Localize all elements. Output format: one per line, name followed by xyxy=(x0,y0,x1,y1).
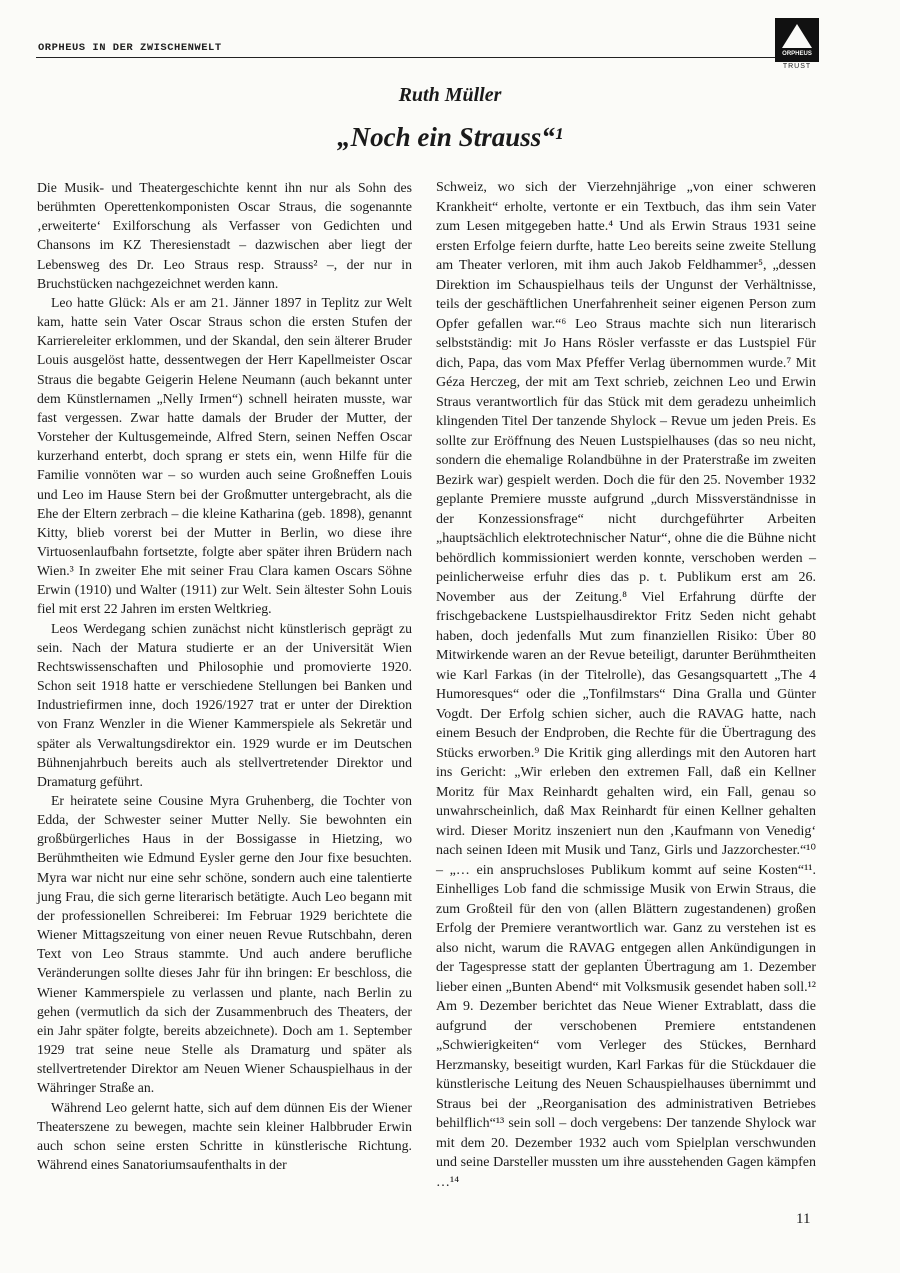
running-head: ORPHEUS IN DER ZWISCHENWELT xyxy=(38,42,222,54)
orpheus-trust-logo xyxy=(775,18,819,70)
article-author: Ruth Müller xyxy=(398,84,502,106)
paragraph: Die Musik- und Theatergeschichte kennt ihn nur als Sohn des berühmten Operettenkomponisten Oscar Straus, die sogenannte ‚erweiterte‘ Exilforschung als Verfasser von Gedichten und Chansons im KZ Theresienstadt – dazwischen aber liegt der Lebensweg des Dr. Leo Straus resp. Strauss² –, der nur in Bruchstücken nachgezeichnet werden kann. xyxy=(37,180,412,291)
paragraph: Er heiratete seine Cousine Myra Gruhenberg, die Tochter von Edda, der Schwester seiner Mutter Nelly. Sie bewohnten ein großbürgerliches Haus in der Bossigasse in Hietzing, wo Berühmtheiten wie Edmund Eysler gerne den Jour fixe besuchten. Myra war nicht nur eine sehr schöne, sondern auch eine talentierte jung Frau, die sich gerne literarisch betätigte. Auch Leo begann mit der professionellen Schreiberei: Im Februar 1929 berichtete die Wiener Mittagszeitung von einer neuen Revue Rutschbahn, deren Text von Leo Straus stammte. Und auch andere berufliche Veränderungen sollte dieses Jahr für ihn bringen: Er beschloss, die Wiener Kammerspiele zu verlassen und plante, nach Berlin zu gehen (vermutlich da sich der Zusammenbruch des Theaters, der ein Jahr später folgte, bereits abzeichnete). Doch am 1. September 1929 trat seine neue Stelle als Dramaturg und später als stellvertretender Direktor am Neuen Wiener Schauspielhaus in der Währinger Straße an. xyxy=(37,793,412,1096)
paragraph: Schweiz, wo sich der Vierzehnjährige „von einer schweren Krankheit“ erholte, vertonte er ein Textbuch, das ihm sein Vater zum Lesen mitgegeben hatte.⁴ Und als Erwin Straus 1931 seine ersten Erfolge feiern durfte, hatte Leo bereits seine zweite Stellung am Theater verloren, mit ihm auch Jakob Feldhammer⁵, „dessen Direktion im Schauspielhaus teils der Ungunst der Verhältnisse, teils der geschäftlichen Unerfahrenheit seiner eigenen Person zum Opfer gefallen war.“⁶ Leo Straus machte sich nun literarisch selbstständig: mit Jo Hans Rösler verfasste er das Lustspiel Für dich, Papa, das vom Max Pfeffer Verlag übernommen wurde.⁷ Mit Géza Herczeg, der mit am Text schrieb, zeichnen Leo und Erwin Straus verantwortlich für das Stück mit dem geradezu unheimlich klingenden Titel Der tanzende Shylock – Revue um jeden Preis. Es sollte zur Eröffnung des Neuen Lustspielhauses (das so neu nicht, sondern die ehemalige Rolandbühne in der Praterstraße im zweiten Bezirk war) gespielt werden. Doch die für den 25. November 1932 geplante Premiere musste aufgrund „durch Missverständnisse in der Konzessionsfrage“ nicht durchgeführter Arbeiten „hauptsächlich elektrotechnischer Natur“, ohne die die Bühne nicht behördlich kommissioniert werden konnte, verschoben werden – peinlicherweise erfuhr dies das p. t. Publikum erst am 26. November aus der Zeitung.⁸ Viel Erfahrung dürfte der frischgebackene Lustspielhausdirektor Fritz Seden nicht gehabt haben, doch jedenfalls Mut zum finanziellen Risiko: Über 80 Mitwirkende waren an der Revue beteiligt, darunter Berühmtheiten wie Karl Farkas (in der Titelrolle), das Gesangsquartett „The 4 Humoresques“ oder die „Tonfilmstars“ Dina Gralla und Günter Vogdt. Der Erfolg schien sicher, auch die RAVAG hatte, nach einem Besuch der Endproben, die Rechte für die Übertragung des Stücks erworben.⁹ Die Kritik ging allerdings mit den Autoren hart ins Gericht: „Wir erleben den extremen Fall, daß ein Kellner Moritz für Max Reinhardt gehalten wird, ein Fall, genau so unwahrscheinlich, daß Max Reinhardt für einen Kellner gehalten wird. Dieser Moritz inszeniert nun den ‚Kaufmann von Venedig‘ nach seinen Ideen mit Musik und Tanz, Girls und Jazzorchester.“¹⁰ – „… ein anspruchsloses Publikum kommt auf seine Kosten“¹¹. Einhelliges Lob fand die schmissige Musik von Erwin Straus, die zum Großteil für den von (allen Blättern zugestandenen) großen Erfolg der Premiere verantwortlich war. Ganz zu verstehen ist es also nicht, warum die RAVAG entgegen allen Ankündigungen in der Tagespresse statt der geplanten Übertragung am 1. Dezember lieber einen „Bunten Abend“ mit Volksmusik gesendet haben soll.¹² Am 9. Dezember berichtet das Neue Wiener Extrablatt, dass die aufgrund der verschobenen Premiere entstandenen „Schwierigkeiten“ vom Verleger des Stückes, Bernhard Herzmansky, beseitigt wurden, Karl Farkas für die Stückdauer die künstlerische Leitung des Neuen Schauspielhauses übernimmt und Straus bei der „Reorganisation des administrativen Betriebes behilflich“¹³ sein soll – doch vergebens: Der tanzende Shylock war mit dem 20. Dezember 1932 auch vom Spielplan verschwunden und seine Darsteller mussten um ihre ausstehenden Gagen kämpfen …¹⁴ xyxy=(436,180,816,1190)
header-rule xyxy=(36,57,818,58)
logo-triangle-icon xyxy=(782,24,812,48)
right-column xyxy=(436,178,816,1192)
article-title: „Noch ein Strauss“¹ xyxy=(337,122,563,152)
page-number: 11 xyxy=(796,1211,811,1227)
logo-subtitle: TRUST xyxy=(782,63,812,70)
logo-word: ORPHEUS xyxy=(782,51,812,57)
paragraph: Während Leo gelernt hatte, sich auf dem dünnen Eis der Wiener Theaterszene zu bewegen, machte sein kleiner Halbbruder Erwin auch schon seine ersten Schritte in künstlerische Richtung. Während eines Sanatoriumsaufenthalts in der xyxy=(37,1099,412,1172)
left-column xyxy=(37,178,412,1174)
paragraph: Leos Werdegang schien zunächst nicht künstlerisch geprägt zu sein. Nach der Matura studierte er an der Universität Wien Rechtswissenschaften und Philosophie und promovierte 1920. Schon seit 1918 hatte er verschiedene Stellungen bei Banken und Industriefirmen inne, doch 1926/1927 trat er unter der Direktion von Franz Wenzler in die Wiener Kammerspiele als Sekretär und später als Verwaltungsdirektor ein. 1929 wurde er im Deutschen Bühnenjahrbuch bereits auch als stellvertretender Direktor und Dramaturg geführt. xyxy=(37,620,412,789)
paragraph: Leo hatte Glück: Als er am 21. Jänner 1897 in Teplitz zur Welt kam, hatte sein Vater Oscar Straus schon die ersten Stufen der Karriereleiter erklommen, und der Skandal, den sein älterer Bruder Louis ausgelöst hatte, dessentwegen der Herr Kapellmeister Oscar Straus die begabte Geigerin Helene Neumann (auch bekannt unter dem Künstlernamen „Nelly Irmen“) schnell heiraten musste, war fast vergessen. Zwar hatte damals der Bruder der Mutter, der Vorsteher der Kultusgemeinde, Alfred Stern, seinen Neffen Oscar kurzerhand enterbt, doch sprang er stets ein, wenn Hilfe für die Familie vonnöten war – so wurden auch seine Großneffen Louis und Leo im Hause Stern bei der Großmutter untergebracht, als die Ehe der Eltern zerbrach – die kleine Katharina (geb. 1898), genannt Kitty, blieb vorerst bei der Mutter in Berlin, wo diese ihre Virtuosenlaufbahn fortsetzte, folgte aber später ihren Brüdern nach Wien.³ In zweiter Ehe mit seiner Frau Clara kamen Oscars Söhne Erwin (1910) und Walter (1911) zur Welt. Sein ältester Sohn Louis fiel mit erst 22 Jahren im ersten Weltkrieg. xyxy=(37,294,412,617)
